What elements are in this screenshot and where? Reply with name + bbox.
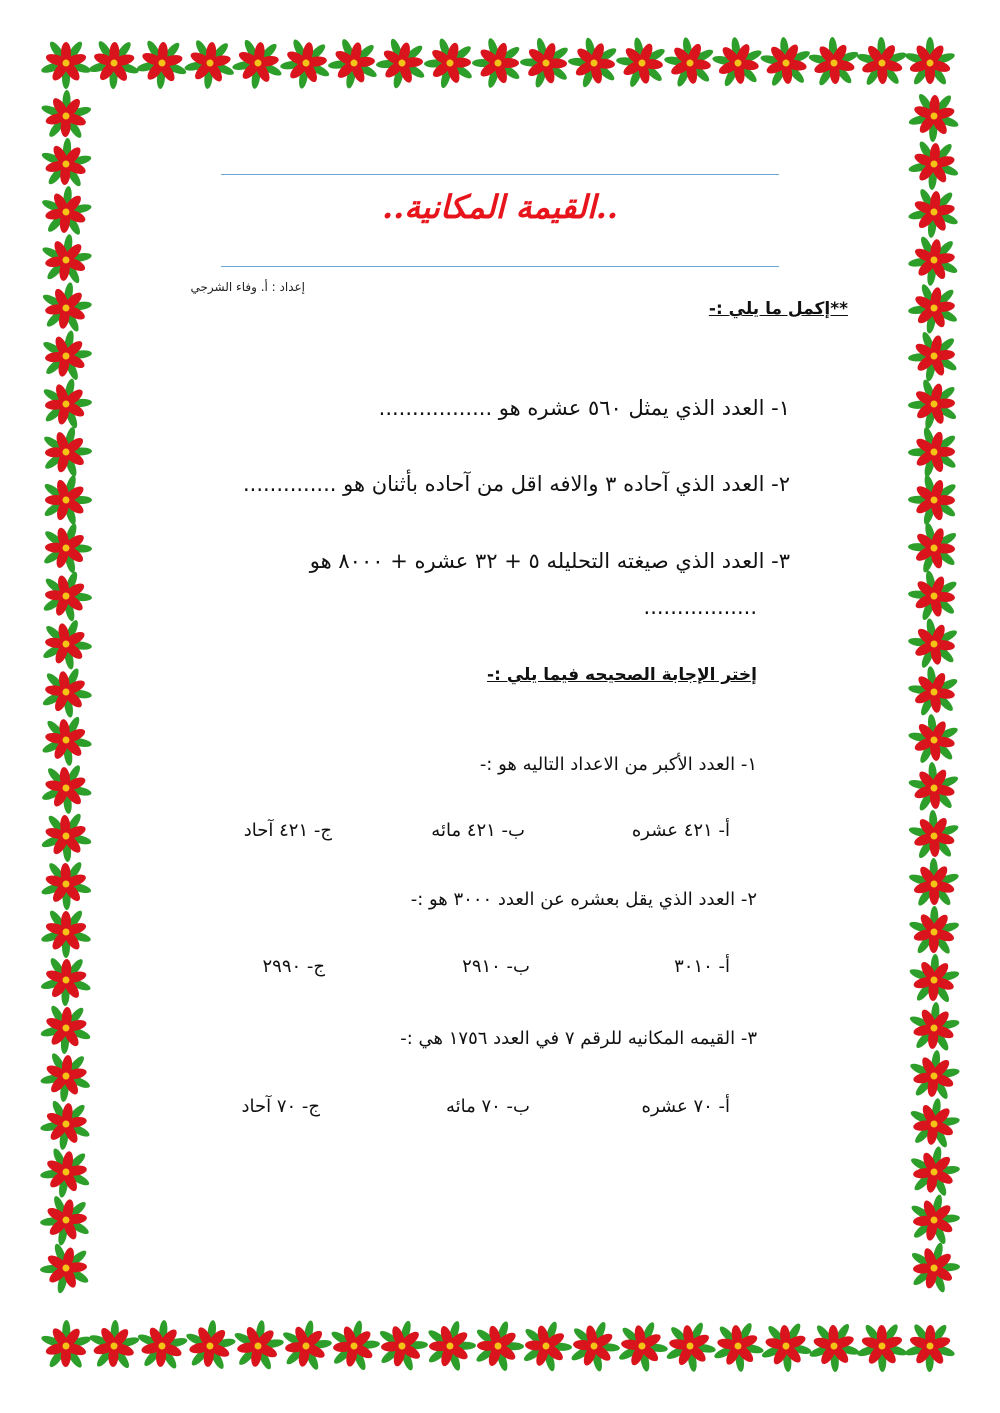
fill-item-2: ٢- العدد الذي آحاده ٣ والافه اقل من آحاده بأثنان هو .............. [242, 472, 790, 496]
poinsettia-flower [276, 35, 336, 93]
mcq1-option-a: أ- ٤٢١ عشره [631, 820, 730, 841]
poinsettia-flower [125, 1311, 197, 1382]
poinsettia-flower [36, 1144, 96, 1202]
poinsettia-flower [29, 321, 100, 393]
poinsettia-flower [323, 35, 384, 94]
poinsettia-flower [465, 33, 530, 96]
poinsettia-flower [703, 1313, 770, 1381]
poinsettia-flower [35, 1239, 97, 1299]
poinsettia-flower [29, 273, 101, 345]
top-divider [221, 174, 779, 175]
mcq-question-2: ٢- العدد الذي يقل بعشره عن العدد ٣٠٠٠ هو :- [410, 889, 757, 910]
poinsettia-flower [371, 34, 433, 94]
poinsettia-flower [134, 38, 189, 91]
poinsettia-flower [846, 29, 917, 99]
page-title: ..القيمة المكانية.. [381, 188, 619, 226]
poinsettia-flower [800, 1313, 865, 1379]
fill-item-3-blank: ................. [643, 595, 757, 619]
mcq3-option-c: ج- ٧٠ آحاد [241, 1096, 320, 1117]
poinsettia-flower [513, 32, 579, 96]
poinsettia-flower [29, 225, 101, 297]
poinsettia-flower [703, 30, 772, 98]
poinsettia-flower [897, 993, 969, 1064]
poinsettia-flower [32, 803, 97, 870]
poinsettia-flower [418, 33, 482, 95]
mcq3-option-b: ب- ٧٠ مائه [445, 1096, 530, 1117]
poinsettia-flower [269, 1311, 341, 1383]
poinsettia-flower [904, 233, 963, 290]
poinsettia-flower [902, 375, 965, 436]
poinsettia-flower [229, 36, 287, 92]
poinsettia-flower [30, 1312, 101, 1383]
poinsettia-flower [29, 369, 100, 441]
poinsettia-flower [903, 327, 965, 387]
poinsettia-flower [77, 1311, 148, 1382]
poinsettia-flower [30, 465, 100, 536]
poinsettia-flower [897, 1233, 968, 1304]
poinsettia-flower [655, 31, 723, 98]
section1-heading: **إكمل ما يلي :- [708, 299, 848, 319]
poinsettia-flower [905, 186, 963, 241]
poinsettia-flower [30, 417, 101, 488]
poinsettia-flower [849, 1314, 913, 1379]
poinsettia-flower [317, 1311, 388, 1383]
poinsettia-flower [907, 91, 961, 143]
poinsettia-flower [901, 469, 966, 533]
poinsettia-flower [751, 30, 821, 99]
mcq3-option-a: أ- ٧٠ عشره [641, 1096, 730, 1117]
poinsettia-flower [221, 1311, 293, 1383]
poinsettia-flower [902, 422, 966, 484]
poinsettia-flower [31, 610, 100, 680]
poinsettia-flower [29, 129, 101, 200]
poinsettia-flower [897, 1137, 969, 1209]
mcq-question-1: ١- العدد الأكبر من الاعداد التاليه هو :- [479, 754, 757, 775]
mcq1-option-b: ب- ٤٢١ مائه [431, 820, 525, 841]
mcq2-option-a: أ- ٣٠١٠ [674, 956, 730, 977]
bottom-divider [221, 266, 779, 267]
author-credit: إعداد : أ. وفاء الشرجي [190, 280, 305, 294]
poinsettia-flower [608, 31, 676, 97]
poinsettia-flower [40, 909, 92, 958]
mcq-question-3: ٣- القيمه المكانيه للرقم ٧ في العدد ١٧٥٦ هي :- [400, 1028, 757, 1049]
poinsettia-flower [38, 1003, 93, 1056]
fill-item-1: ١- العدد الذي يمثل ٥٦٠ عشره هو ................. [378, 396, 790, 420]
section2-heading: إختر الإجابة الصحيحه فيما يلي :- [487, 665, 757, 685]
poinsettia-flower [904, 1322, 957, 1372]
mcq1-option-c: ج- ٤٢١ آحاد [243, 820, 332, 841]
mcq2-option-b: ب- ٢٩١٠ [462, 956, 530, 977]
poinsettia-flower [894, 29, 965, 99]
poinsettia-flower [560, 32, 627, 97]
poinsettia-flower [899, 612, 967, 679]
poinsettia-flower [31, 658, 99, 727]
poinsettia-flower [900, 517, 966, 582]
poinsettia-flower [39, 956, 93, 1007]
poinsettia-flower [30, 513, 100, 584]
poinsettia-flower [32, 755, 98, 823]
poinsettia-flower [35, 1192, 96, 1251]
fill-item-3: ٣- العدد الذي صيغته التحليله ٥ + ٣٢ عشره + ٨٠٠٠ هو [309, 549, 790, 573]
poinsettia-flower [30, 562, 99, 632]
poinsettia-flower [900, 564, 967, 630]
poinsettia-flower [31, 706, 98, 774]
poinsettia-flower [798, 29, 868, 98]
poinsettia-flower [40, 40, 92, 89]
poinsettia-flower [33, 852, 97, 918]
mcq2-option-c: ج- ٢٩٩٠ [262, 956, 325, 977]
poinsettia-flower [897, 1041, 969, 1113]
poinsettia-flower [29, 177, 101, 248]
poinsettia-flower [173, 1311, 245, 1383]
poinsettia-flower [37, 1097, 95, 1153]
poinsettia-flower [37, 1050, 94, 1105]
poinsettia-flower [906, 138, 962, 192]
poinsettia-flower [752, 1313, 818, 1380]
poinsettia-flower [897, 1185, 968, 1257]
poinsettia-flower [904, 280, 964, 338]
poinsettia-flower [87, 39, 141, 90]
poinsettia-flower [181, 37, 238, 92]
poinsettia-flower [897, 1089, 969, 1161]
